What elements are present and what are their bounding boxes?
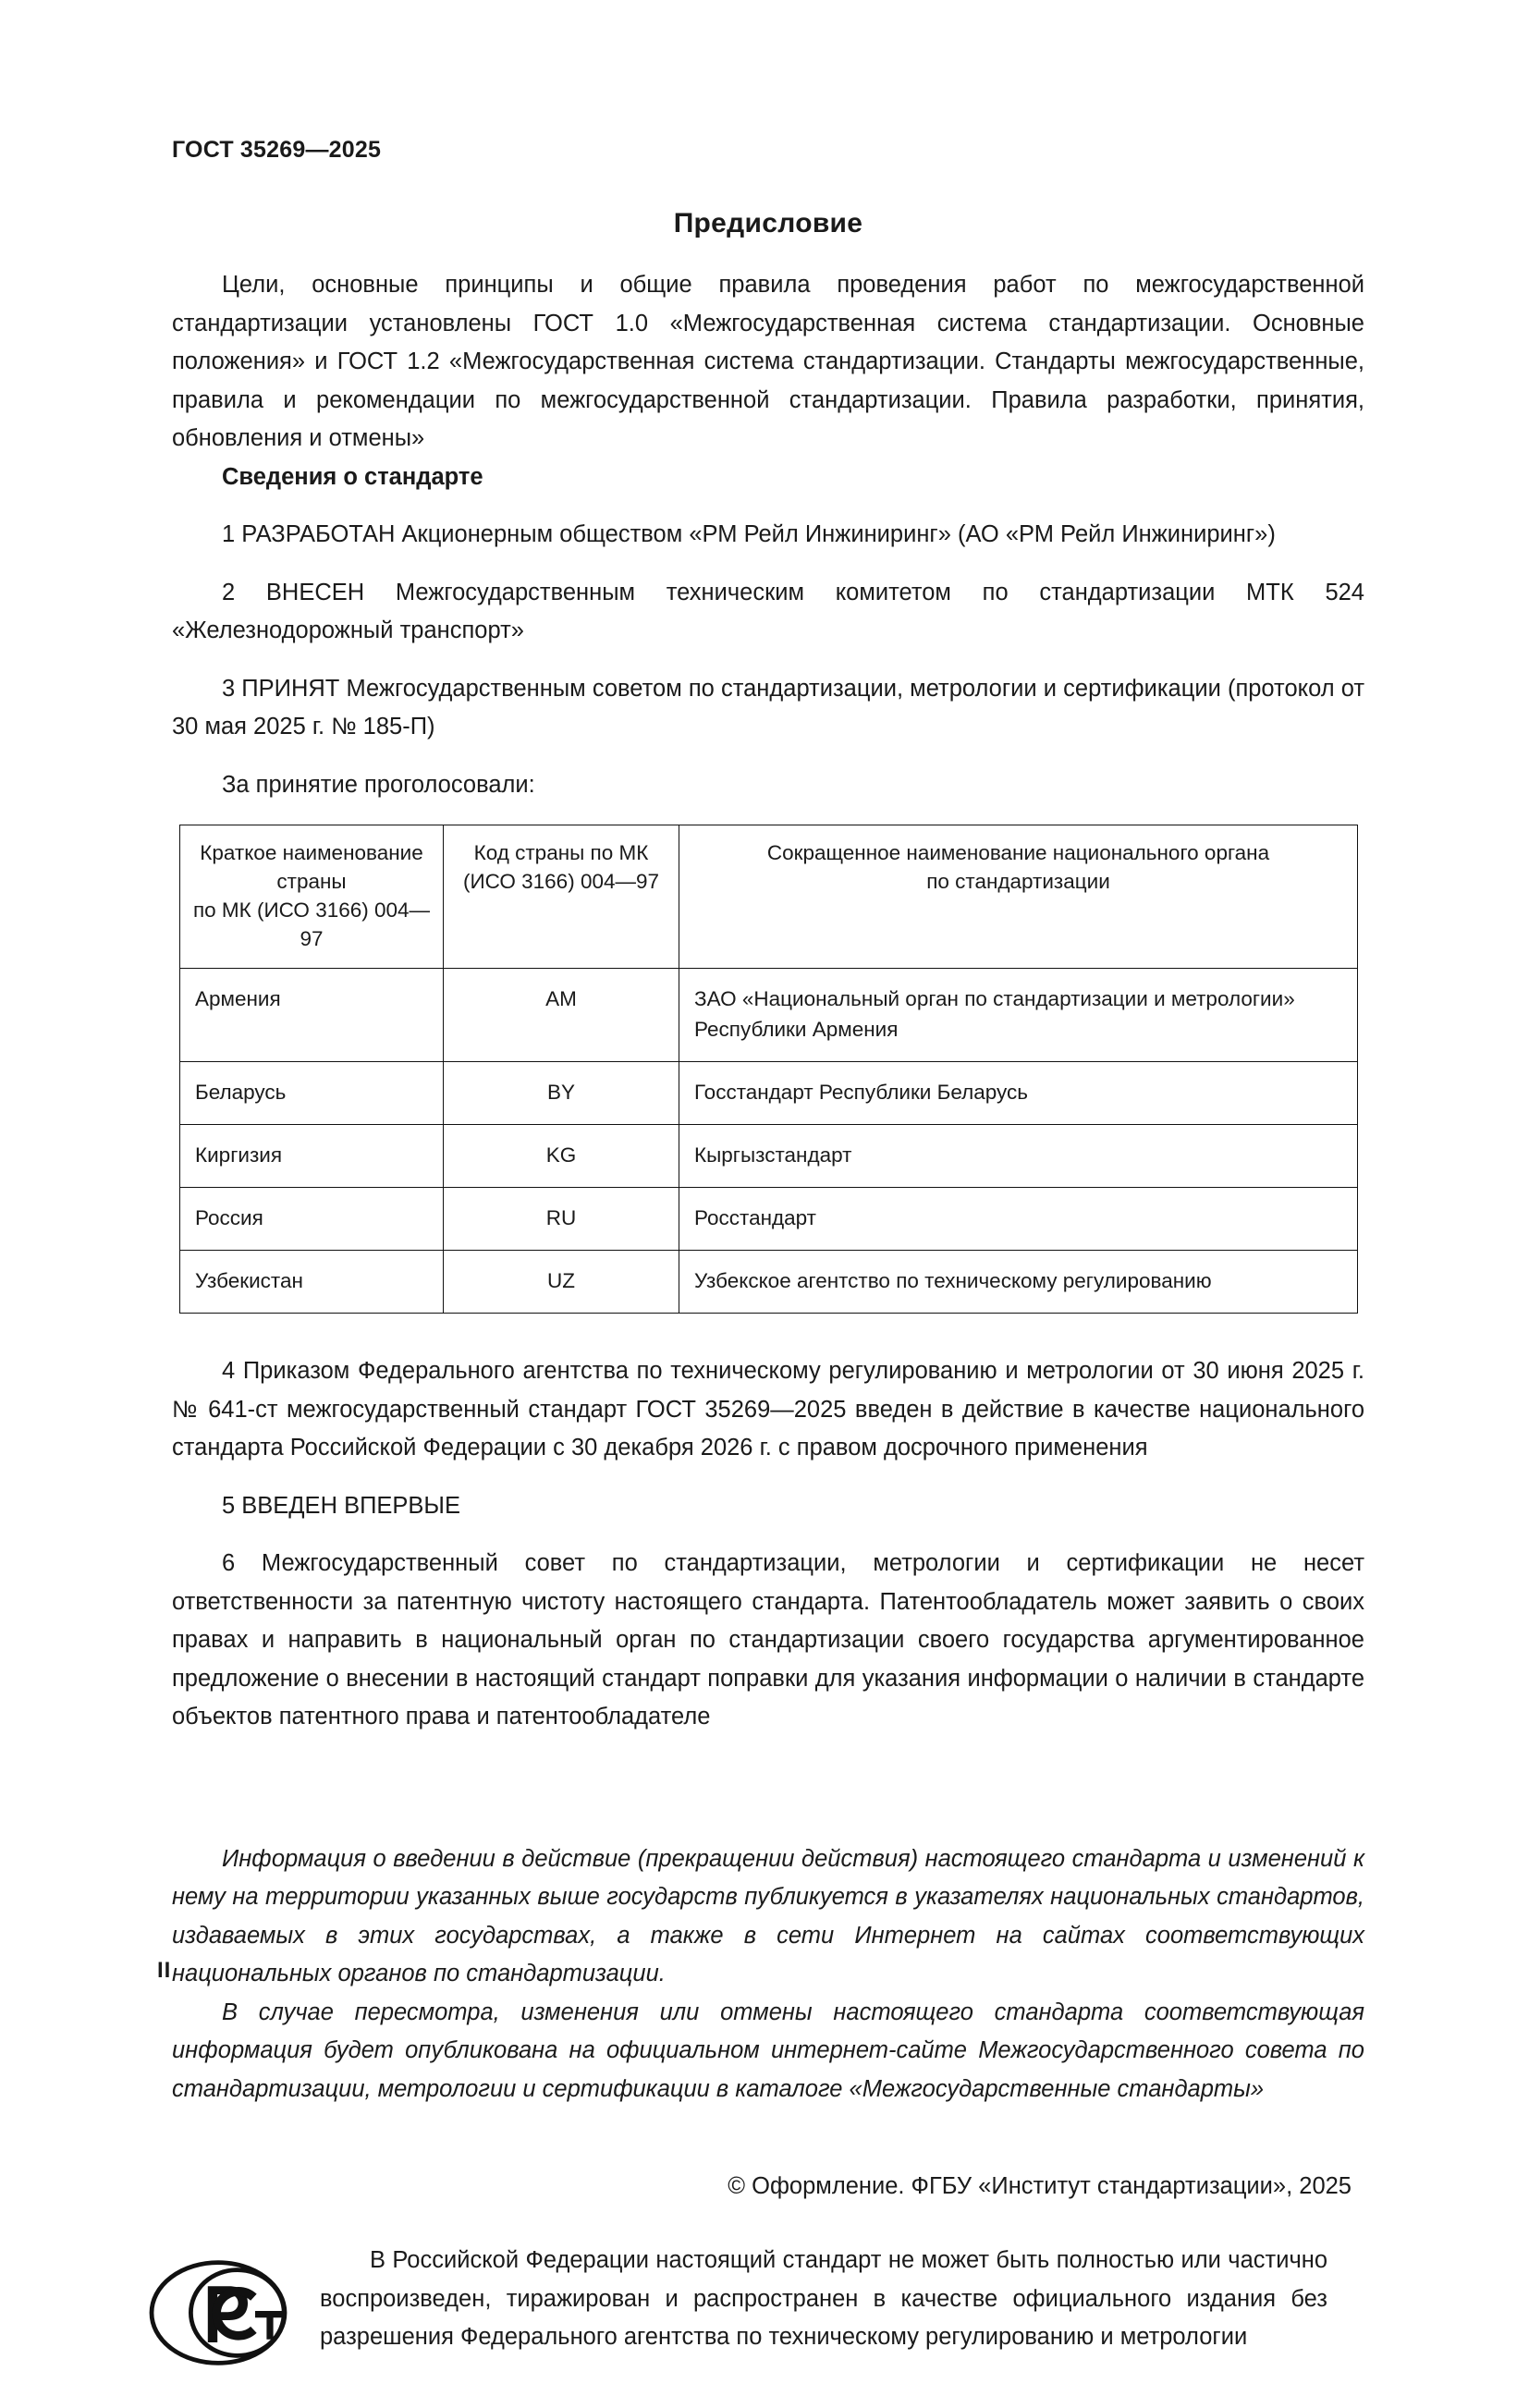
reproduction-notice-block: [172, 2242, 1364, 2408]
column-header-body-line2: по стандартизации: [926, 870, 1110, 893]
cell-body: Узбекское агентство по техническому регулированию: [679, 1251, 1358, 1314]
table-row: [180, 1062, 1358, 1125]
standard-info-item-5: 5 ВВЕДЕН ВПЕРВЫЕ: [222, 1492, 461, 1519]
cell-country: Россия: [180, 1188, 444, 1251]
column-header-body: [679, 825, 1358, 969]
page-title: Предисловие: [673, 208, 863, 238]
intro-paragraph: Цели, основные принципы и общие правила проведения работ по межгосударственной стандартизации установлены ГОСТ 1.0 «Межгосударственная система стандартизации. Основные положения» и ГОСТ 1.2 «Межгосударственная система стандартизации. Стандарты межгосударственные, правила и рекомендации по межгосударственной стандартизации. Правила разработки, принятия, обновления и отмены»: [172, 272, 1364, 451]
column-header-code-line2: (ИСО 3166) 004—97: [462, 870, 660, 893]
cell-country: Киргизия: [180, 1125, 444, 1188]
table-row: [180, 969, 1358, 1062]
document-body: [172, 266, 1364, 2408]
standard-info-heading: Сведения о стандарте: [222, 463, 483, 490]
column-header-country: [180, 825, 444, 969]
note-paragraph-1: Информация о введении в действие (прекращении действия) настоящего стандарта и изменений к нему на территории указанных выше государств публикуется в указателях национальных стандартов, издаваемых в этих государствах, а также в сети Интернет на сайтах соответствующих национальных органов по стандартизации.: [172, 1845, 1364, 1986]
vote-intro-text: За принятие проголосовали:: [222, 771, 535, 798]
column-header-body-line1: Сокращенное наименование национального органа: [766, 841, 1270, 864]
cell-code: BY: [444, 1062, 679, 1125]
column-header-country-line1: Краткое наименование страны: [200, 841, 423, 893]
cell-body: Госстандарт Республики Беларусь: [679, 1062, 1358, 1125]
column-header-code: [444, 825, 679, 969]
column-header-code-line1: Код страны по МК: [473, 841, 649, 864]
standard-info-item-3: 3 ПРИНЯТ Межгосударственным советом по стандартизации, метрологии и сертификации (протокол от 30 мая 2025 г. № 185-П): [172, 675, 1364, 740]
copyright-notice: © Оформление. ФГБУ «Институт стандартизации», 2025: [728, 2173, 1352, 2199]
note-paragraph-2: В случае пересмотра, изменения или отмены настоящего стандарта соответствующая информация будет опубликована на официальном интернет-сайте Межгосударственного совета по стандартизации, метрологии и сертификации в каталоге «Межгосударственные стандарты»: [172, 1999, 1364, 2102]
standard-info-item-1: 1 РАЗРАБОТАН Акционерным обществом «РМ Рейл Инжиниринг» (АО «РМ Рейл Инжиниринг»): [222, 521, 1276, 547]
cell-code: RU: [444, 1188, 679, 1251]
table-header-row: [180, 825, 1358, 969]
cell-body: Росстандарт: [679, 1188, 1358, 1251]
cell-body: ЗАО «Национальный орган по стандартизации и метрологии» Республики Армения: [679, 969, 1358, 1062]
cell-code: KG: [444, 1125, 679, 1188]
cell-country: Узбекистан: [180, 1251, 444, 1314]
column-header-country-line2: по МК (ИСО 3166) 004—97: [192, 898, 431, 950]
vote-table-container: [179, 825, 1358, 1314]
table-row: [180, 1251, 1358, 1314]
standard-info-item-2: 2 ВНЕСЕН Межгосударственным техническим комитетом по стандартизации МТК 524 «Железнодорожный транспорт»: [172, 579, 1364, 643]
standard-info-item-4: 4 Приказом Федерального агентства по техническому регулированию и метрологии от 30 июня 2025 г. № 641-ст межгосударственный стандарт ГОСТ 35269—2025 введен в действие в качестве национального стандарта Российской Федерации с 30 декабря 2026 г. с правом досрочного применения: [172, 1358, 1364, 1461]
vote-table: [179, 825, 1358, 1314]
cell-country: Беларусь: [180, 1062, 444, 1125]
running-header-standard-number: ГОСТ 35269—2025: [172, 137, 382, 163]
reproduction-notice-paragraph: В Российской Федерации настоящий стандарт не может быть полностью или частично воспроизведен, тиражирован и распространен в качестве официального издания без разрешения Федерального агентства по техническому регулированию и метрологии: [320, 2247, 1327, 2350]
cell-body: Кыргызстандарт: [679, 1125, 1358, 1188]
cell-code: AM: [444, 969, 679, 1062]
rst-emblem-icon: [144, 2256, 292, 2369]
cell-country: Армения: [180, 969, 444, 1062]
page-number: II: [157, 1958, 172, 1983]
table-row: [180, 1188, 1358, 1251]
standard-info-item-6: 6 Межгосударственный совет по стандартизации, метрологии и сертификации не несет ответственности за патентную чистоту настоящего стандарта. Патентообладатель может заявить о своих правах и направить в национальный орган по стандартизации своего государства аргументированное предложение о внесении в настоящий стандарт поправки для указания информации о наличии в стандарте объектов патентного права и патентообладателе: [172, 1550, 1364, 1730]
reproduction-notice-text: [320, 2242, 1327, 2357]
cell-code: UZ: [444, 1251, 679, 1314]
table-row: [180, 1125, 1358, 1188]
